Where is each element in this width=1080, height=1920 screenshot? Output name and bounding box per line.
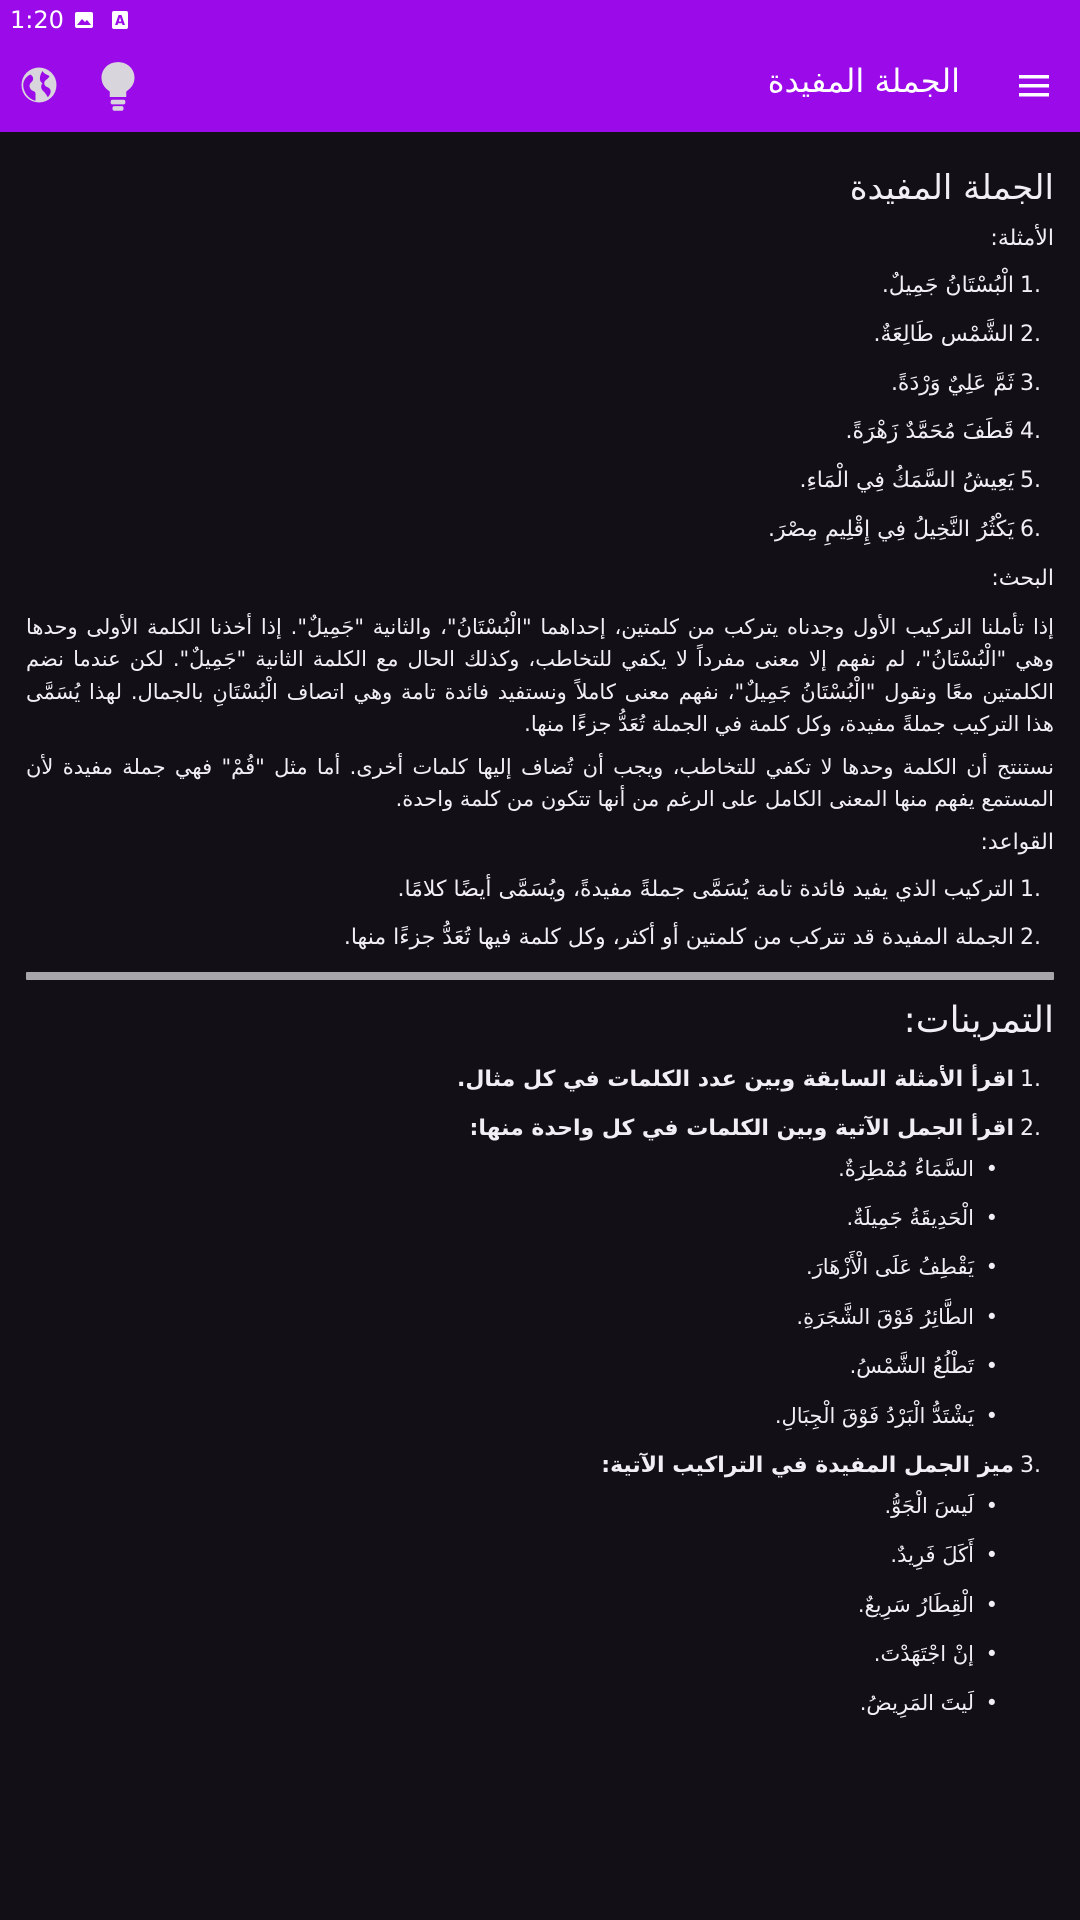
exercise-text: اقرأ الجمل الآتية وبين الكلمات في كل واحدة منها: <box>469 1115 1014 1141</box>
exercise-subitem: • يَقْطِفُ عَلَى الْأَزْهَارَ. <box>26 1253 974 1282</box>
image-icon <box>74 10 94 30</box>
example-item: ثَمَّ عَلِيٌ وَرْدَةً. <box>890 370 1014 396</box>
bulb-icon[interactable] <box>96 58 140 114</box>
exercise-subitem: • السَّمَاءُ مُمْطِرَةٌ. <box>26 1155 974 1184</box>
lesson-title: الجملة المفيدة <box>849 168 1054 208</box>
exercise-item <box>26 1114 1014 1431</box>
status-time: 1:20 <box>10 6 64 34</box>
exercise-subitem: • الْقِطَارُ سَرِيعٌ. <box>26 1591 974 1620</box>
app-title: الجملة المفيدة <box>767 62 960 100</box>
exercise-subitem: • الْحَدِيقَةُ جَمِيلَةٌ. <box>26 1204 974 1233</box>
status-bar <box>0 0 1080 40</box>
rule-item: الجملة المفيدة قد تتركب من كلمتين أو أكثر، وكل كلمة فيها تُعَدُّ جزءًا منها. <box>343 925 1014 951</box>
rules-label: القواعد: <box>980 829 1054 855</box>
exercise-subitem: • إنْ اجْتَهَدْتَ. <box>26 1640 974 1669</box>
discussion-paragraph: نستنتج أن الكلمة وحدها لا تكفي للتخاطب، ويجب أن تُضاف إليها كلمات أخرى. أما مثل "قُمْ" فهي جملة مفيدة لأن المستمع يفهم منها المعنى الكامل على الرغم من أنها تتكون من كلمة واحدة. <box>26 754 1054 812</box>
rule-item: التركيب الذي يفيد فائدة تامة يُسَمَّى جملةً مفيدةً، ويُسَمَّى أيضًا كلامًا. <box>397 876 1014 902</box>
example-item: الشَّمْس طَالِعَةٌ. <box>873 321 1014 347</box>
exercise-text: ميز الجمل المفيدة في التراكيب الآتية: <box>601 1452 1014 1478</box>
font-icon <box>110 10 130 30</box>
examples-list <box>26 271 1054 546</box>
example-item: الْبُسْتَانُ جَمِيلٌ. <box>881 272 1014 298</box>
exercises-list <box>26 1065 1054 1719</box>
exercise-subitem: • يَشْتَدُّ الْبَرْدُ فَوْقَ الْجِبَالِ. <box>26 1402 974 1431</box>
examples-label: الأمثلة: <box>990 226 1054 252</box>
discussion-label: البحث: <box>991 565 1054 591</box>
section-divider <box>26 972 1054 980</box>
exercise-subitem: • الطَّائِرُ فَوْقَ الشَّجَرَةِ. <box>26 1303 974 1332</box>
example-item: يَعِيشُ السَّمَكُ فِي الْمَاءِ. <box>799 468 1014 494</box>
exercise-sublist <box>26 1155 1014 1431</box>
example-item: يَكْثُرُ النَّخِيلُ فِي إِقْلِيمِ مِصْرَ. <box>767 516 1014 542</box>
exercise-text: اقرأ الأمثلة السابقة وبين عدد الكلمات في كل مثال. <box>456 1067 1014 1093</box>
exercise-item <box>26 1451 1014 1719</box>
discussion-paragraph: إذا تأملنا التركيب الأول وجدناه يتركب من كلمتين، إحداهما "الْبُسْتَانُ"، والثانية "جَمِيلٌ". إذا أخذنا الكلمة الأولى وحدها وهي "الْبُسْتَانُ"، لم نفهم إلا معنى مفرداً لا يكفي للتخاطب، وكذلك الحال مع الكلمة الثانية "جَمِيلٌ". لكن عندما نضم الكلمتين معًا ونقول "الْبُسْتَانُ جَمِيلٌ"، نفهم معنى كاملاً ونستفيد فائدة تامة وهي اتصاف الْبُسْتَانِ بالجمال. لهذا يُسَمَّى هذا التركيب جملةً مفيدة، وكل كلمة في الجملة تُعَدُّ جزءًا منها. <box>26 614 1054 737</box>
exercises-title: التمرينات: <box>903 1000 1054 1042</box>
exercise-subitem: • لَيسَ الْجَوُّ. <box>26 1492 974 1521</box>
bottom-area <box>0 1842 1080 1920</box>
exercise-subitem: • لَيتَ المَرِيضُ. <box>26 1689 974 1718</box>
exercise-subitem: • تَطْلُعُ الشَّمْسُ. <box>26 1352 974 1381</box>
exercise-item <box>26 1065 1014 1096</box>
globe-icon[interactable] <box>18 64 60 106</box>
exercise-subitem: • أَكَلَ فَرِيدٌ. <box>26 1541 974 1570</box>
lesson-content[interactable] <box>0 132 1080 1842</box>
exercise-sublist <box>26 1492 1014 1719</box>
rules-list <box>26 875 1054 955</box>
svg-text:A: A <box>114 14 126 29</box>
example-item: قَطَفَ مُحَمَّدٌ زَهْرَةً. <box>845 419 1014 445</box>
app-bar <box>0 40 1080 132</box>
menu-icon[interactable] <box>1006 58 1062 114</box>
